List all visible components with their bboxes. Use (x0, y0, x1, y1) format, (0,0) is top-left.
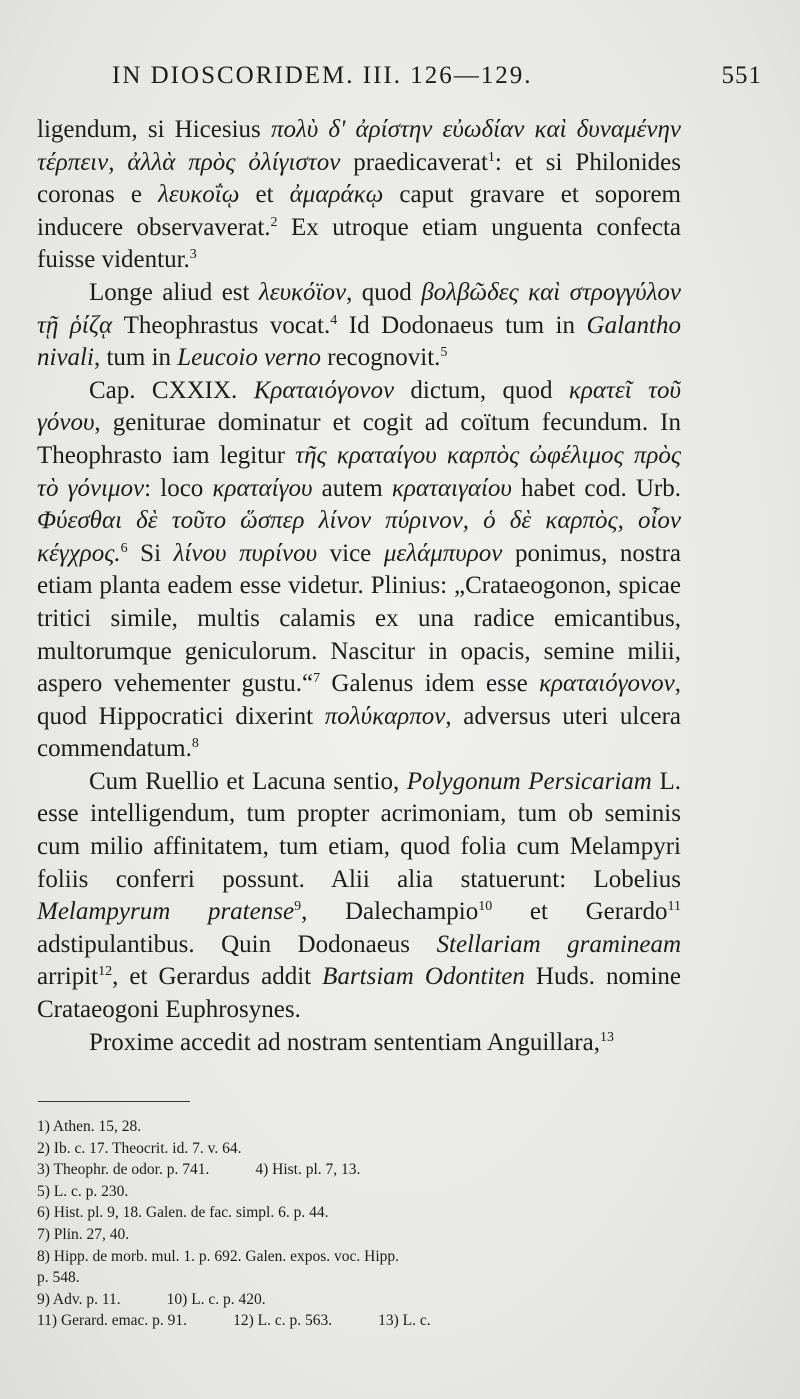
text-run: ligendum, si Hicesius (37, 116, 271, 143)
italic-run: λίνου πυρίνου (173, 539, 318, 567)
italic-run: Melampyrum pratense (37, 898, 295, 926)
text-run: dictum, quod (394, 376, 569, 404)
text-run: Proxime accedit ad nostram sententiam Anguillara, (89, 1028, 600, 1056)
footnote: 7) Plin. 27, 40. (37, 1225, 130, 1243)
text-run: Id Dodonaeus tum in (337, 311, 587, 339)
text-run: Ex utroque etiam unguenta confecta fuisse videntur. (37, 213, 681, 274)
italic-run: Κραταιόγονον (253, 376, 395, 404)
text-run: Longe aliud est (89, 278, 259, 306)
footnote-ref: 12 (98, 964, 113, 980)
footnote-ref: 4 (330, 312, 338, 328)
footnote-line (37, 1267, 697, 1289)
paragraph-2 (37, 277, 681, 375)
italic-run: πολὺ δ' ἀρίστην εὐωδίαν καὶ δυναμένην τέρπειν, ἀλλὰ πρὸς ὀλίγιστον (37, 116, 681, 176)
italic-run: Galantho nivali (37, 311, 681, 372)
italic-run: πολύκαρπον (324, 702, 446, 730)
italic-run: κρατεῖ τοῦ γόνου (37, 376, 682, 437)
italic-run: τῆς κραταίγου καρπὸς ὠφέλιμος πρὸς τὸ γόνιμον (37, 441, 681, 502)
footnote-line (37, 1202, 697, 1224)
italic-run: κραταίγου (212, 474, 313, 502)
paragraph-5 (37, 1027, 681, 1060)
footnote-ref: 5 (440, 345, 448, 361)
footnote-line (37, 1224, 697, 1246)
paragraph-4 (37, 766, 681, 1027)
text-run: : loco (144, 474, 213, 502)
text-run: , quod (346, 278, 422, 306)
text-run: autem (312, 474, 392, 502)
paragraph-3 (37, 375, 681, 766)
footnote: 11) Gerard. emac. p. 91. (37, 1312, 188, 1330)
text-run: Theophrastus vocat. (112, 311, 331, 339)
footnote: 4) Hist. pl. 7, 13. (255, 1161, 361, 1179)
footnote: 8) Hipp. de morb. mul. 1. p. 692. Galen. expos. voc. Hipp. (37, 1247, 400, 1265)
footnotes (37, 1116, 697, 1332)
main-text (37, 114, 681, 1059)
footnote: 12) L. c. p. 563. (233, 1312, 333, 1330)
text-run: adstipulantibus. Quin Dodonaeus (37, 930, 437, 958)
footnote-divider (38, 1101, 190, 1102)
text-run: Cum Ruellio et Lacuna sentio, (89, 767, 407, 795)
footnote-ref: 11 (667, 899, 681, 915)
footnote-ref: 9 (294, 899, 302, 915)
italic-run: Bartsiam Odontiten (322, 963, 525, 991)
footnote: 3) Theophr. de odor. p. 741. (37, 1161, 210, 1179)
italic-run: κραταιόγονον (539, 670, 675, 698)
footnote-line (37, 1159, 697, 1181)
footnote-line (37, 1246, 697, 1268)
text-run: caput gravare et soporem inducere observaverat. (37, 181, 681, 241)
footnote-ref: 6 (120, 540, 128, 556)
footnote-line (37, 1289, 697, 1311)
footnote: 2) Ib. c. 17. Theocrit. id. 7. v. 64. (37, 1139, 242, 1157)
footnote-ref: 3 (189, 247, 197, 263)
text-run: praedicaverat (340, 148, 488, 176)
footnote-line (37, 1310, 697, 1332)
footnote: 13) L. c. (378, 1312, 431, 1330)
text-run: recognovit. (321, 344, 441, 372)
footnote: 5) L. c. p. 230. (37, 1182, 129, 1200)
italic-run: Leucoio verno (177, 344, 321, 372)
text-run: : et si Philonides coronas e (37, 148, 682, 209)
footnote-ref: 8 (191, 736, 199, 752)
italic-run: κραταιγαίου (391, 474, 512, 502)
text-run: , quod Hippocratici dixerint (37, 670, 681, 730)
text-run: , geniturae dominatur et cogit ad coïtum fecundum. In Theophrasto iam legitur (37, 409, 681, 469)
footnote: p. 548. (37, 1269, 80, 1287)
text-run: Si (127, 539, 174, 567)
footnote: 9) Adv. p. 11. (37, 1290, 121, 1308)
footnote-ref: 1 (487, 149, 495, 165)
text-run: habet cod. Urb. (511, 474, 681, 502)
text-run: arripit (37, 963, 99, 991)
text-run: , et Gerardus addit (112, 963, 323, 991)
italic-run: Polygonum Persicariam (406, 767, 652, 795)
text-run: et Gerardo (492, 898, 668, 926)
text-run: vice (317, 539, 384, 567)
text-run: Galenus idem esse (320, 670, 540, 698)
footnote-ref: 7 (313, 671, 321, 687)
italic-run: Φύεσθαι δὲ τοῦτο ὥσπερ λίνον πύρινον, ὁ δὲ καρπὸς, οἷον κέγχρος. (37, 507, 681, 567)
page-number: 551 (721, 62, 762, 89)
text-run: , adversus uteri ulcera commendatum. (37, 702, 681, 763)
italic-run: Stellariam gramineam (436, 930, 682, 958)
paragraph-1 (37, 114, 681, 277)
text-run: , tum in (93, 344, 178, 372)
italic-run: βολβῶδες καὶ στρογγύλον τῇ ῥίζᾳ (37, 278, 681, 339)
footnote: 10) L. c. p. 420. (166, 1290, 266, 1308)
footnote-line (37, 1116, 697, 1138)
italic-run: λευκόϊον (258, 278, 347, 306)
text-run: Cap. CXXIX. (89, 376, 254, 404)
footnote-line (37, 1181, 697, 1203)
footnote: 1) Athen. 15, 28. (37, 1118, 142, 1135)
italic-run: λευκοΐῳ (158, 181, 240, 209)
text-run: ponimus, nostra etiam planta eadem esse videtur. Plinius: „Crataeogonon, spicae tritici simile, multis calamis ex una radice emicantibus, multorumque geniculorum. Nascitur in opacis, semine milii, aspero vehementer gustu.“ (37, 539, 682, 698)
footnote-ref: 10 (478, 899, 493, 915)
footnote: 6) Hist. pl. 9, 18. Galen. de fac. simpl. 6. p. 44. (37, 1204, 329, 1222)
italic-run: ἀμαράκῳ (289, 181, 384, 209)
footnote-line (37, 1138, 697, 1160)
text-run: et (239, 181, 290, 209)
text-run: Huds. nomine Crataeogoni Euphrosynes. (37, 963, 681, 1024)
text-run: , Dalechampio (301, 898, 479, 926)
running-header (112, 62, 762, 90)
italic-run: μελάμπυρον (383, 539, 503, 567)
running-title: IN DIOSCORIDEM. III. 126—129. (112, 62, 533, 89)
footnote-ref: 2 (270, 214, 278, 230)
footnote-ref: 13 (599, 1029, 614, 1045)
text-run: L. esse intelligendum, tum propter acrimoniam, tum ob seminis cum milio affinitatem, tum etiam, quod folia cum Melampyri foliis conferri possunt. Alii alia statuerunt: Lobelius (37, 767, 681, 893)
